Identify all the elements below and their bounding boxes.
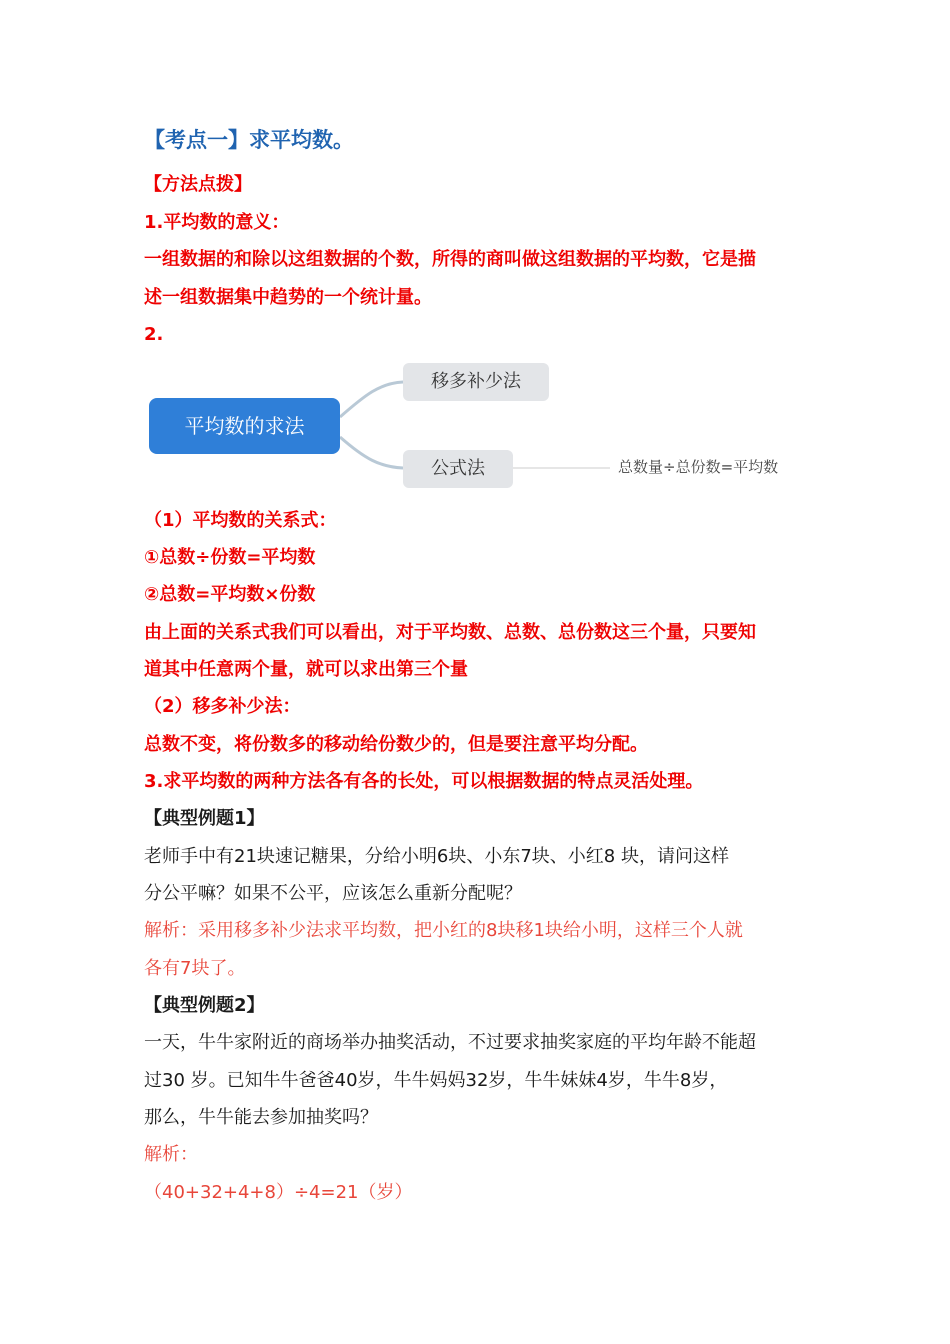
point-1-title: 1.平均数的意义： [144,212,290,233]
relation-2: ②总数=平均数×份数 [144,584,316,605]
point-1-text-line1: 一组数据的和除以这组数据的个数，所得的商叫做这组数据的平均数，它是描 [144,249,756,270]
example-1-question-line1: 老师手中有21块速记糖果，分给小明6块、小东7块、小红8 块，请问这样 [144,846,729,867]
method-title: 【方法点拨】 [144,174,252,195]
relation-1: ①总数÷份数=平均数 [144,547,316,568]
connector-branch-2 [340,437,403,468]
relation-note-line2: 道其中任意两个量，就可以求出第三个量 [144,659,468,680]
example-1-question-line2: 分公平嘛？如果不公平，应该怎么重新分配呢？ [144,883,522,904]
point-1-text-line2: 述一组数据集中趋势的一个统计量。 [144,287,432,308]
example-2-question-line2: 过30 岁。已知牛牛爸爸40岁，牛牛妈妈32岁，牛牛妹妹4岁，牛牛8岁， [144,1070,728,1091]
mindmap-root-node: 平均数的求法 [149,398,340,454]
example-1-title: 【典型例题1】 [144,808,265,829]
move-method-title: （2）移多补少法： [144,696,301,717]
example-2-answer-line1: （40+32+4+8）÷4=21（岁） [144,1182,413,1203]
point-3-text: 3.求平均数的两种方法各有各的长处，可以根据数据的特点灵活处理。 [144,771,704,792]
section-heading: 【考点一】求平均数。 [144,128,354,152]
connector-branch-1 [340,382,403,417]
example-2-question-line1: 一天，牛牛家附近的商场举办抽奖活动，不过要求抽奖家庭的平均年龄不能超 [144,1032,756,1053]
move-method-text: 总数不变，将份数多的移动给份数少的，但是要注意平均分配。 [144,734,648,755]
relation-title: （1）平均数的关系式： [144,510,337,531]
example-2-title: 【典型例题2】 [144,995,265,1016]
mindmap-node-formula-method: 公式法 [403,450,513,488]
relation-note-line1: 由上面的关系式我们可以看出，对于平均数、总数、总份数这三个量，只要知 [144,622,756,643]
point-2-label: 2. [144,324,164,345]
example-1-answer-line1: 解析：采用移多补少法求平均数，把小红的8块移1块给小明，这样三个人就 [144,920,743,941]
mindmap-node-move: 移多补少法 [403,363,549,401]
mindmap-diagram [140,355,820,500]
example-2-question-line3: 那么，牛牛能去参加抽奖吗？ [144,1107,378,1128]
example-1-answer-line2: 各有7块了。 [144,958,246,979]
mindmap-formula-label: 总数量÷总份数=平均数 [618,458,779,476]
example-2-answer-label: 解析： [144,1144,198,1165]
